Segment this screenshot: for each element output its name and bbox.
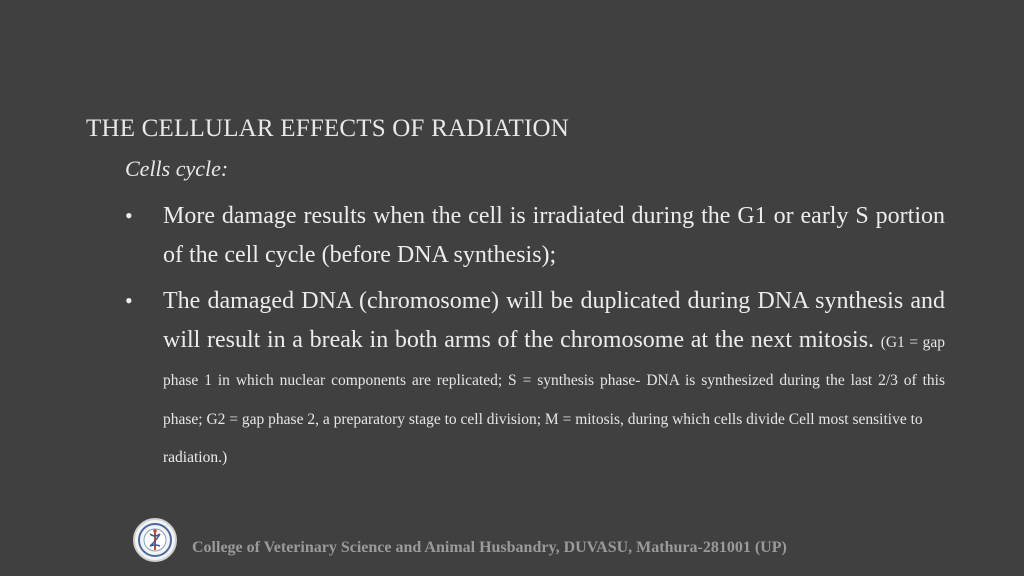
bullet-text: The damaged DNA (chromosome) will be duplicated during DNA synthesis and will result in a break in both arms of the chromosome at the next mitosis. — [163, 288, 945, 353]
bullet-note-end: radiation.) — [163, 449, 228, 466]
slide-title: THE CELLULAR EFFECTS OF RADIATION — [86, 115, 569, 142]
slide-subtitle: Cells cycle: — [125, 156, 229, 181]
bullet-marker: • — [125, 288, 133, 313]
bullet-list — [125, 197, 945, 479]
bullet-text: More damage results when the cell is irradiated during the G1 or early S portion of the cell cycle (before DNA synthesis); — [163, 203, 945, 268]
bullet-item — [125, 197, 945, 274]
college-logo — [133, 518, 177, 562]
bullet-item — [125, 282, 945, 471]
bullet-marker: • — [125, 203, 133, 228]
bullet-note: (G1 = gap phase 1 in which nuclear components are replicated; S = synthesis phase- DNA is synthesized during the last 2/3 of this phase; G2 = gap phase 2, a preparatory stage to cell division; M = mitosis, during which cells divide Cell most sensitive to — [163, 333, 945, 428]
footer — [0, 518, 1024, 568]
college-emblem-icon — [135, 520, 175, 560]
footer-institution: College of Veterinary Science and Animal Husbandry, DUVASU, Mathura-281001 (UP) — [192, 539, 787, 556]
